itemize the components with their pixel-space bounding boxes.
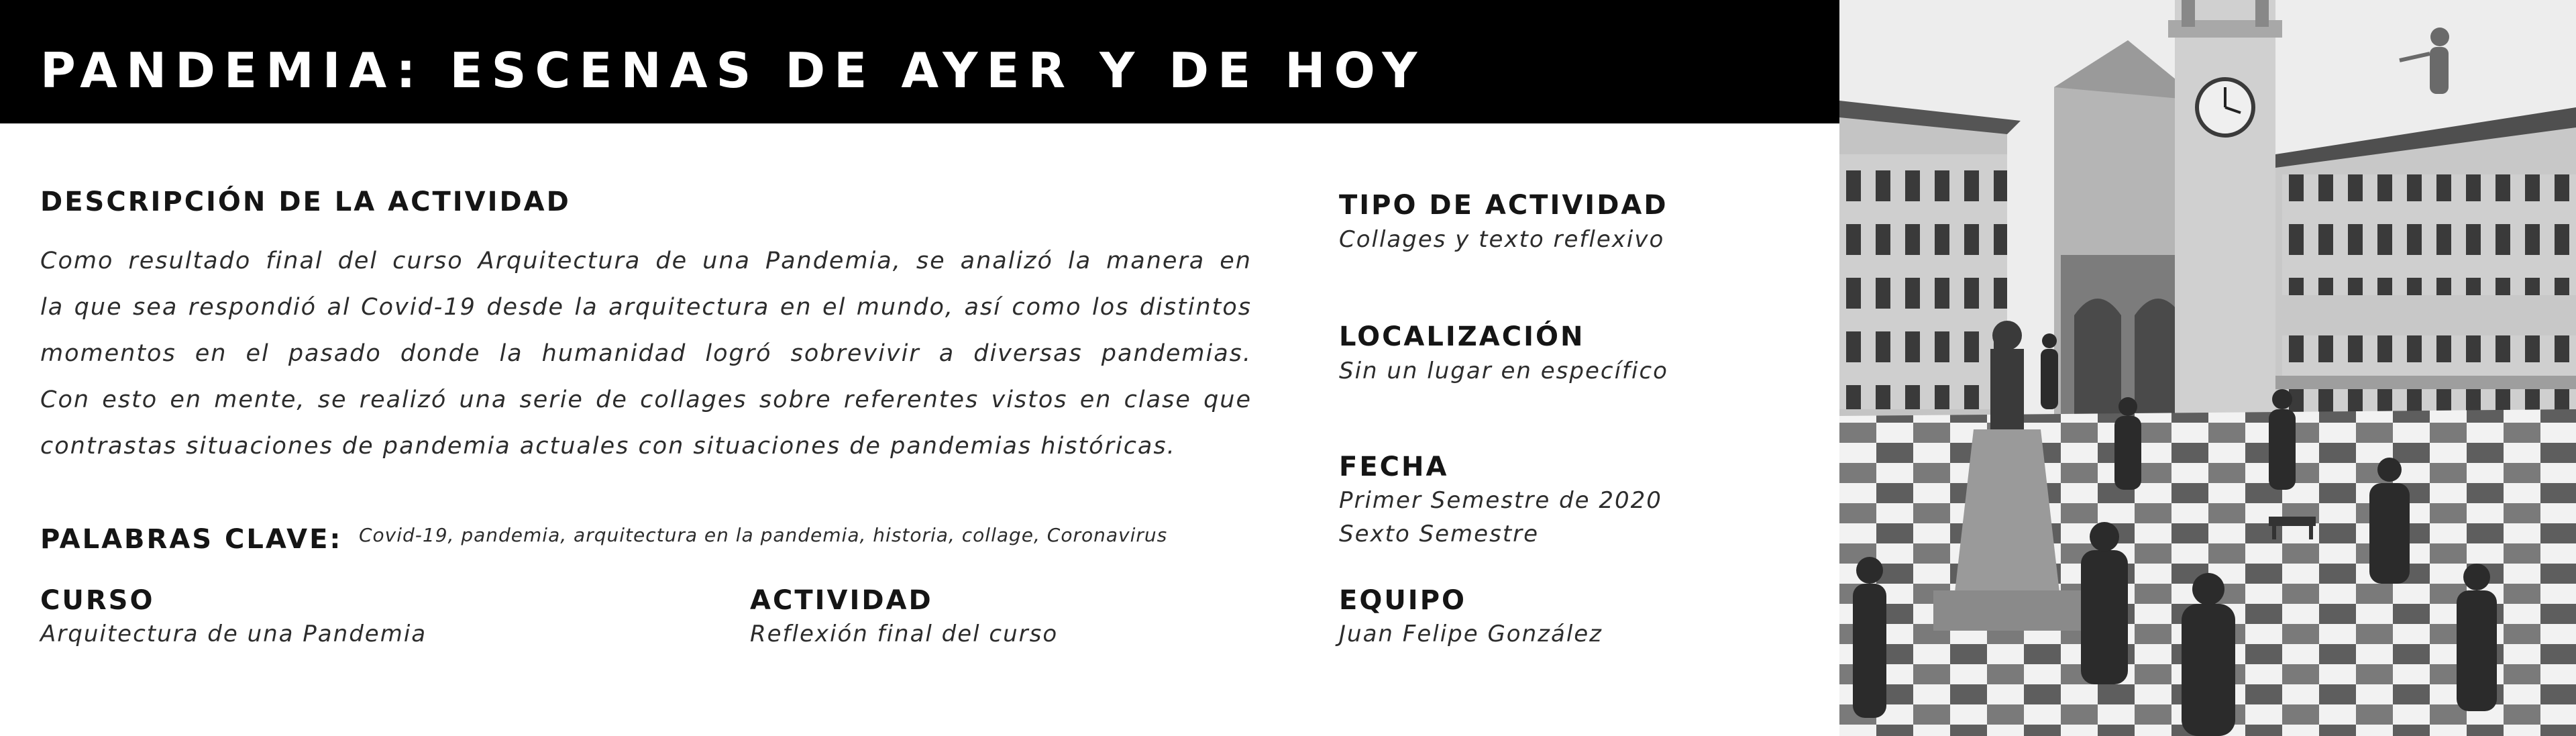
description-line: contrastas situaciones de pandemia actuales con situaciones de pandemias históricas. <box>40 433 1176 460</box>
course-label: CURSO <box>40 585 155 616</box>
activity-value: Reflexión final del curso <box>750 621 1059 647</box>
activity-type-value: Collages y texto reflexivo <box>1339 226 1665 253</box>
location-label: LOCALIZACIÓN <box>1339 321 1585 352</box>
location-value: Sin un lugar en específico <box>1339 358 1668 384</box>
activity-type-label: TIPO DE ACTIVIDAD <box>1339 190 1668 221</box>
description-text <box>40 238 1252 470</box>
date-line-2: Sexto Semestre <box>1339 521 1540 547</box>
date-label: FECHA <box>1339 452 1449 482</box>
description-line: la que sea respondió al Covid-19 desde la arquitectura en el mundo, así como los distintos <box>40 294 1252 321</box>
description-heading: DESCRIPCIÓN DE LA ACTIVIDAD <box>40 187 571 217</box>
description-line: momentos en el pasado donde la humanidad logró sobrevivir a diversas pandemias. <box>40 340 1252 367</box>
collage-image <box>1839 0 2576 736</box>
keywords-label: PALABRAS CLAVE: <box>40 524 343 555</box>
activity-label: ACTIVIDAD <box>750 585 933 616</box>
keywords-value: Covid-19, pandemia, arquitectura en la pandemia, historia, collage, Coronavirus <box>359 524 1168 546</box>
team-value: Juan Felipe González <box>1339 621 1603 647</box>
course-value: Arquitectura de una Pandemia <box>40 621 427 647</box>
description-line: Como resultado final del curso Arquitectura de una Pandemia, se analizó la manera en <box>40 248 1252 274</box>
date-line-1: Primer Semestre de 2020 <box>1339 487 1662 514</box>
description-line: Con esto en mente, se realizó una serie de collages sobre referentes vistos en clase que <box>40 386 1252 413</box>
page-title: PANDEMIA: ESCENAS DE AYER Y DE HOY <box>40 42 1426 99</box>
title-banner <box>0 0 1839 123</box>
team-label: EQUIPO <box>1339 585 1467 616</box>
